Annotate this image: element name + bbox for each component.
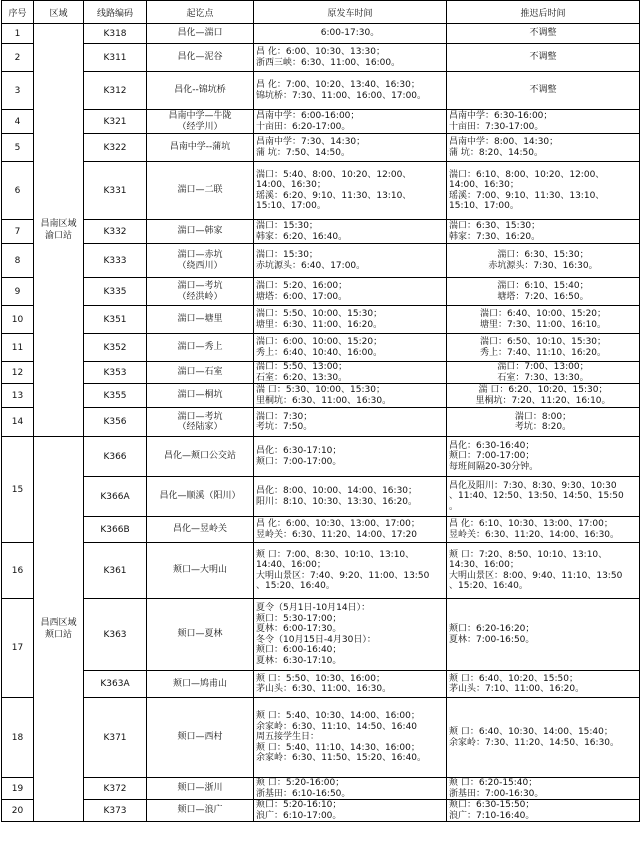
delayed-times-line: 颊 口：7:20、8:50、10:10、13:10、 — [449, 549, 608, 560]
delayed-times — [447, 44, 640, 72]
delayed-times — [447, 334, 640, 362]
delayed-times-line: 湍口：6:30、15:30； — [497, 250, 589, 260]
route-endpoints — [147, 72, 254, 110]
delayed-times-line: 湍口：6:50、10:10、15:30； — [479, 337, 607, 347]
route-endpoints — [147, 698, 254, 778]
delayed-times — [447, 384, 640, 408]
route-endpoints-line: （经学川） — [177, 121, 223, 132]
table-row — [2, 671, 640, 698]
col-header-orig-time: 原发车时间 — [254, 1, 447, 24]
route-endpoints-line: 湍口—塘里 — [177, 314, 223, 325]
delayed-times-line: 余家岭：7:30、11:20、14:50、16:30。 — [449, 737, 620, 748]
original-times-line: 浙西三峡：6:30、11:00、16:00。 — [256, 57, 401, 68]
delayed-times — [447, 698, 640, 778]
route-code: K321 — [84, 110, 147, 134]
original-times-line: 14:00、16:30； — [256, 180, 326, 190]
original-times-line: 夏林：6:00-17:30。 — [256, 624, 342, 634]
original-times — [254, 306, 447, 334]
route-endpoints — [147, 334, 254, 362]
table-row — [2, 599, 640, 671]
delayed-times-line: 浪广：7:10-16:40。 — [449, 810, 535, 821]
original-times-line: 颊口：5:20-16:10； — [256, 800, 342, 810]
original-times — [254, 134, 447, 162]
original-times-line: 昌 化：7:00、10:20、13:40、16:30； — [256, 80, 420, 90]
route-code: K371 — [84, 698, 147, 778]
original-times-line: 湍口：15:30； — [256, 221, 318, 231]
route-endpoints — [147, 306, 254, 334]
original-times-line: 湍口：5:50、10:00、15:30； — [256, 309, 383, 319]
row-number: 13 — [2, 384, 34, 408]
delayed-times-line: 每班间隔20-30分钟。 — [449, 461, 539, 472]
original-times-line: 湍口：7:30； — [256, 411, 313, 422]
original-times-line: 颊 口：5:40、10:30、14:00、16:00； — [256, 711, 420, 722]
row-number: 14 — [2, 408, 34, 437]
route-code: K322 — [84, 134, 147, 162]
route-endpoints-line: 颊口—西村 — [177, 732, 223, 743]
route-code: K355 — [84, 384, 147, 408]
delayed-times-line: 大明山景区：8:00、9:40、11:10、13:50 — [449, 570, 623, 581]
route-code: K332 — [84, 220, 147, 244]
route-endpoints — [147, 162, 254, 220]
delayed-times-line: 浙基田：7:00-16:30。 — [449, 788, 544, 799]
table-row — [2, 408, 640, 437]
original-times-line: 颊 口：5:40、11:10、14:30、16:00； — [256, 742, 420, 753]
delayed-times — [447, 134, 640, 162]
original-times-line: 余家岭：6:30、11:10、14:50、16:40 — [256, 721, 418, 732]
delayed-times-line: 、15:20、16:40。 — [449, 581, 528, 591]
original-times-line: 余家岭：6:30、11:50、15:20、16:40。 — [256, 753, 427, 764]
delayed-times — [447, 110, 640, 134]
original-times — [254, 362, 447, 384]
delayed-times — [447, 362, 640, 384]
row-number: 16 — [2, 543, 34, 599]
original-times-line: 颊 口：7:00、8:30、10:10、13:10、 — [256, 549, 415, 560]
original-times-line: 塘塔：6:00、17:00。 — [256, 291, 348, 302]
route-endpoints — [147, 134, 254, 162]
bus-schedule-table — [1, 0, 640, 822]
route-endpoints — [147, 477, 254, 517]
original-times-line: 昌南中学：7:30、14:30； — [256, 137, 366, 147]
table-row — [2, 162, 640, 220]
original-times-line: 湍口：5:20、16:00； — [256, 281, 348, 291]
col-header-new-time: 推迟后时间 — [447, 1, 640, 24]
route-endpoints — [147, 778, 254, 800]
original-times-line: 昌 化：6:00、10:30、13:30； — [256, 47, 385, 57]
route-code: K356 — [84, 408, 147, 437]
original-times-line: 颊口：5:30-17:00； — [256, 613, 342, 624]
route-code: K333 — [84, 244, 147, 278]
table-row — [2, 134, 640, 162]
table-row — [2, 517, 640, 543]
delayed-times-line: 昌 化：6:10、10:30、13:00、17:00； — [449, 519, 613, 529]
table-row — [2, 24, 640, 44]
delayed-times — [447, 517, 640, 543]
table-row — [2, 477, 640, 517]
original-times-line: 石室：6:20、13:30。 — [256, 372, 348, 383]
original-times — [254, 408, 447, 437]
table-row — [2, 334, 640, 362]
original-times — [254, 162, 447, 220]
row-number: 9 — [2, 278, 34, 306]
route-endpoints — [147, 408, 254, 437]
delayed-times-line: 、11:40、12:50、13:50、14:50、15:50 — [449, 491, 624, 502]
original-times — [254, 72, 447, 110]
delayed-times — [447, 220, 640, 244]
original-times-line: 颊 口：5:50、10:30、16:00； — [256, 673, 385, 684]
region-label-line: 昌西区域 — [40, 618, 77, 628]
row-number: 20 — [2, 800, 34, 822]
original-times-line: 瑶溪：6:20、9:10、11:30、13:10、 — [256, 190, 412, 201]
row-number: 6 — [2, 162, 34, 220]
delayed-times-line: 14:00、16:30； — [449, 180, 519, 190]
route-endpoints-line: 昌化—泥谷 — [177, 52, 223, 63]
original-times-line: 湍口：6:00、10:00、15:20； — [256, 337, 383, 347]
delayed-times — [447, 778, 640, 800]
table-row — [2, 110, 640, 134]
original-times-line: 湍口：5:50、13:00； — [256, 362, 348, 372]
original-times — [254, 437, 447, 477]
route-endpoints-line: 湍口—考坑 — [177, 281, 223, 291]
route-code: K318 — [84, 24, 147, 44]
route-endpoints-line: 颊口—鸠甫山 — [172, 678, 227, 689]
route-endpoints-line: 颊口—大明山 — [172, 565, 227, 576]
route-code: K352 — [84, 334, 147, 362]
route-endpoints-line: 颊口—夏林 — [177, 629, 223, 640]
row-number: 3 — [2, 72, 34, 110]
delayed-times — [447, 800, 640, 822]
delayed-times-line: 塘塔：7:20、16:50。 — [497, 291, 589, 302]
original-times-line: 阳川：8:10、10:30、13:30、16:20。 — [256, 496, 418, 507]
original-times — [254, 384, 447, 408]
original-times-line: 昱岭关：6:30、11:20、14:00、17:20 — [256, 529, 418, 540]
col-header-endpoints: 起讫点 — [147, 1, 254, 24]
table-row — [2, 44, 640, 72]
row-number: 12 — [2, 362, 34, 384]
row-number: 5 — [2, 134, 34, 162]
route-code: K361 — [84, 543, 147, 599]
original-times-line: 湍口：5:40、8:00、10:20、12:00、 — [256, 169, 412, 180]
table-row — [2, 278, 640, 306]
delayed-times-line: 湍口：7:00、13:00； — [497, 362, 589, 372]
delayed-times-line: 秀上：7:40、11:10、16:20。 — [479, 347, 607, 358]
delayed-times-line: 颊口：6:20-16:20； — [449, 624, 535, 634]
route-code: K311 — [84, 44, 147, 72]
delayed-times-line: 夏林：7:00-16:50。 — [449, 634, 535, 645]
original-times-line: 秀上：6:40、10:40、16:00。 — [256, 347, 383, 358]
delayed-times — [447, 306, 640, 334]
route-endpoints-line: 颊口—浙川 — [177, 783, 223, 794]
route-code: K363 — [84, 599, 147, 671]
original-times — [254, 110, 447, 134]
original-times-line: 颊 口：5:20-16:00； — [256, 778, 345, 788]
route-endpoints-line: 昌化--锦坑桥 — [174, 85, 226, 96]
route-endpoints-line: 湍口—赤坑 — [177, 250, 223, 260]
delayed-times-line: 不调整 — [529, 52, 557, 63]
region-cell — [34, 24, 84, 437]
table-row — [2, 384, 640, 408]
delayed-times — [447, 72, 640, 110]
route-endpoints-line: （经陆家） — [177, 422, 223, 432]
original-times-line: 湍口：15:30； — [256, 250, 318, 260]
delayed-times-line: 颊口：6:30-15:50； — [449, 800, 535, 810]
route-code: K331 — [84, 162, 147, 220]
delayed-times-line: 。 — [449, 501, 459, 512]
original-times-line: 15:10、17:00。 — [256, 201, 326, 211]
route-endpoints — [147, 110, 254, 134]
route-endpoints-line: 昌化—顺溪（阳川） — [159, 491, 241, 502]
original-times-line: 昌 化：6:00、10:30、13:00、17:00； — [256, 519, 420, 529]
route-code: K373 — [84, 800, 147, 822]
route-endpoints — [147, 671, 254, 698]
delayed-times-line: 颊口：7:00-17:00； — [449, 451, 535, 462]
original-times-line: 塘里：6:30、11:00、16:20。 — [256, 319, 383, 330]
original-times — [254, 599, 447, 671]
route-endpoints-line: 颊口—浪广 — [177, 805, 223, 816]
delayed-times-line: 昌南中学：6:30-16:00； — [449, 111, 553, 121]
original-times-line: 、15:20、16:40。 — [256, 581, 335, 591]
delayed-times — [447, 162, 640, 220]
delayed-times — [447, 244, 640, 278]
route-endpoints — [147, 543, 254, 599]
original-times — [254, 278, 447, 306]
delayed-times-line: 湍口：8:00； — [514, 411, 572, 422]
route-endpoints-line: 湍口—考坑 — [177, 411, 223, 422]
col-header-no: 序号 — [2, 1, 34, 24]
delayed-times-line: 里桐坑：7:20、11:20、16:10。 — [475, 395, 611, 406]
delayed-times-line: 昱岭关：6:30、11:20、14:00、16:30。 — [449, 529, 620, 540]
delayed-times — [447, 477, 640, 517]
route-endpoints-line: 昌南中学--蒲坑 — [169, 142, 231, 153]
table-row — [2, 72, 640, 110]
original-times-line: 茅山头：6:30、11:00、16:30。 — [256, 684, 392, 694]
delayed-times — [447, 671, 640, 698]
delayed-times — [447, 278, 640, 306]
delayed-times-line: 湍口：6:30、15:30； — [449, 221, 541, 231]
table-row — [2, 437, 640, 477]
delayed-times-line: 瑶溪：7:00、9:10、11:30、13:10、 — [449, 190, 605, 201]
route-code: K366B — [84, 517, 147, 543]
route-endpoints — [147, 278, 254, 306]
original-times-line: 夏令（5月1日-10月14日）： — [256, 603, 371, 613]
original-times — [254, 334, 447, 362]
row-number: 18 — [2, 698, 34, 778]
row-number: 15 — [2, 437, 34, 543]
table-row — [2, 800, 640, 822]
row-number: 4 — [2, 110, 34, 134]
original-times-line: 锦坑桥：7:30、11:00、16:00、17:00。 — [256, 90, 427, 101]
route-code: K366A — [84, 477, 147, 517]
route-endpoints-line: 湍口—韩家 — [177, 226, 223, 237]
route-endpoints — [147, 800, 254, 822]
delayed-times-line: 湍口：6:10、15:40； — [497, 281, 589, 291]
original-times — [254, 220, 447, 244]
route-endpoints-line: 昌化—昱岭关 — [172, 524, 227, 535]
region-label-line: 昌南区域 — [40, 219, 77, 229]
table-row — [2, 778, 640, 800]
original-times-line: 夏林：6:30-17:10。 — [256, 655, 342, 666]
route-code: K353 — [84, 362, 147, 384]
original-times-line: 浙基田：6:10-16:50。 — [256, 788, 351, 799]
route-endpoints — [147, 244, 254, 278]
route-endpoints-line: 昌化—颊口公交站 — [163, 451, 236, 462]
original-times — [254, 671, 447, 698]
row-number: 10 — [2, 306, 34, 334]
route-endpoints-line: 湍口—桐坑 — [177, 390, 223, 401]
original-times — [254, 698, 447, 778]
delayed-times-line: 湍口：6:10、8:00、10:20、12:00、 — [449, 169, 605, 180]
row-number: 17 — [2, 599, 34, 698]
row-number: 7 — [2, 220, 34, 244]
delayed-times-line: 韩家：7:30、16:20。 — [449, 231, 541, 242]
original-times-line: 昌化：8:00、10:00、14:00、16:30； — [256, 486, 418, 496]
delayed-times — [447, 24, 640, 44]
delayed-times-line: 茅山头：7:10、11:00、16:20。 — [449, 684, 585, 694]
region-label-line: 颊口站 — [44, 630, 72, 640]
route-endpoints-line: 湍口—二联 — [177, 185, 223, 196]
delayed-times-line: 考坑：8:20。 — [514, 422, 572, 432]
delayed-times-line: 石室：7:30、13:30。 — [497, 372, 589, 383]
delayed-times — [447, 599, 640, 671]
table-row — [2, 220, 640, 244]
row-number: 19 — [2, 778, 34, 800]
delayed-times — [447, 543, 640, 599]
table-row — [2, 244, 640, 278]
delayed-times-line: 塘里：7:30、11:00、16:10。 — [479, 319, 607, 330]
delayed-times-line: 15:10、17:00。 — [449, 201, 519, 211]
delayed-times-line: 赤坑源头：7:30、16:30。 — [488, 260, 598, 271]
original-times-line: 韩家：6:20、16:40。 — [256, 231, 348, 242]
route-endpoints-line: 昌南中学—牛陇 — [168, 111, 232, 121]
original-times-line: 蒲 坑：7:50、14:50。 — [256, 147, 351, 158]
original-times — [254, 477, 447, 517]
route-endpoints — [147, 24, 254, 44]
route-endpoints-line: 湍口—石室 — [177, 367, 223, 378]
route-endpoints — [147, 599, 254, 671]
row-number: 2 — [2, 44, 34, 72]
delayed-times — [447, 437, 640, 477]
original-times — [254, 44, 447, 72]
delayed-times-line: 14:30、16:00； — [449, 560, 519, 570]
region-cell — [34, 437, 84, 822]
route-endpoints-line: （经洪岭） — [177, 291, 223, 302]
original-times-line: 周五接学生日： — [256, 732, 320, 743]
table-header-row — [2, 1, 640, 24]
original-times-line: 十亩田：6:20-17:00。 — [256, 121, 351, 132]
route-endpoints — [147, 220, 254, 244]
route-endpoints — [147, 517, 254, 543]
route-endpoints-line: （绕西川） — [177, 260, 223, 271]
original-times — [254, 543, 447, 599]
route-code: K312 — [84, 72, 147, 110]
original-times — [254, 800, 447, 822]
original-times — [254, 24, 447, 44]
original-times-line: 大明山景区：7:40、9:20、11:00、13:50 — [256, 570, 430, 581]
original-times-line: 昌南中学：6:00-16:00； — [256, 111, 360, 121]
col-header-area: 区域 — [34, 1, 84, 24]
original-times-line: 里桐坑：6:30、11:00、16:30。 — [256, 395, 392, 406]
row-number: 11 — [2, 334, 34, 362]
delayed-times-line: 蒲 坑：8:20、14:50。 — [449, 147, 544, 158]
delayed-times-line: 昌化：6:30-16:40； — [449, 440, 535, 451]
original-times-line: 浪广：6:10-17:00。 — [256, 810, 342, 821]
table-row — [2, 543, 640, 599]
delayed-times-line: 不调整 — [529, 85, 557, 96]
region-label-line: 渝口站 — [44, 231, 72, 241]
delayed-times-line: 颊 口：6:20-15:40； — [449, 778, 538, 788]
delayed-times-line: 不调整 — [529, 28, 557, 39]
route-code: K366 — [84, 437, 147, 477]
original-times-line: 颊口：7:00-17:00。 — [256, 456, 342, 467]
original-times — [254, 244, 447, 278]
original-times-line: 颊口：6:00-16:40； — [256, 645, 342, 655]
original-times — [254, 778, 447, 800]
original-times-line: 赤坑源头：6:40、17:00。 — [256, 260, 366, 271]
delayed-times-line: 昌化及阳川：7:30、8:30、9:30、10:30 — [449, 480, 617, 491]
route-endpoints — [147, 362, 254, 384]
route-code: K363A — [84, 671, 147, 698]
row-number: 1 — [2, 24, 34, 44]
route-code: K372 — [84, 778, 147, 800]
delayed-times-line: 昌南中学：8:00、14:30； — [449, 137, 559, 147]
original-times-line: 昌化：6:30-17:10； — [256, 446, 342, 456]
original-times-line: 湍 口：5:30、10:00、15:30； — [256, 385, 385, 395]
route-endpoints-line: 湍口—秀上 — [177, 342, 223, 353]
route-endpoints-line: 昌化—湍口 — [177, 28, 223, 39]
table-row — [2, 306, 640, 334]
table-row — [2, 362, 640, 384]
delayed-times-line: 十亩田：7:30-17:00。 — [449, 121, 544, 132]
delayed-times-line: 颊 口：6:40、10:30、14:00、15:40； — [449, 727, 613, 737]
route-endpoints — [147, 384, 254, 408]
delayed-times-line: 颊 口：6:40、10:20、15:50； — [449, 673, 578, 684]
delayed-times-line: 湍口：6:40、10:00、15:20； — [479, 309, 607, 319]
original-times — [254, 517, 447, 543]
col-header-route-code: 线路编码 — [84, 1, 147, 24]
route-endpoints — [147, 44, 254, 72]
route-endpoints — [147, 437, 254, 477]
table-row — [2, 698, 640, 778]
row-number: 8 — [2, 244, 34, 278]
original-times-line: 6:00-17:30。 — [320, 28, 380, 39]
route-code: K335 — [84, 278, 147, 306]
delayed-times-line: 湍 口：6:20、10:20、15:30； — [478, 385, 608, 395]
original-times-line: 14:40、16:00； — [256, 560, 326, 570]
delayed-times — [447, 408, 640, 437]
original-times-line: 考坑：7:50。 — [256, 422, 313, 432]
original-times-line: 冬令（10月15日-4月30日）： — [256, 634, 376, 645]
route-code: K351 — [84, 306, 147, 334]
